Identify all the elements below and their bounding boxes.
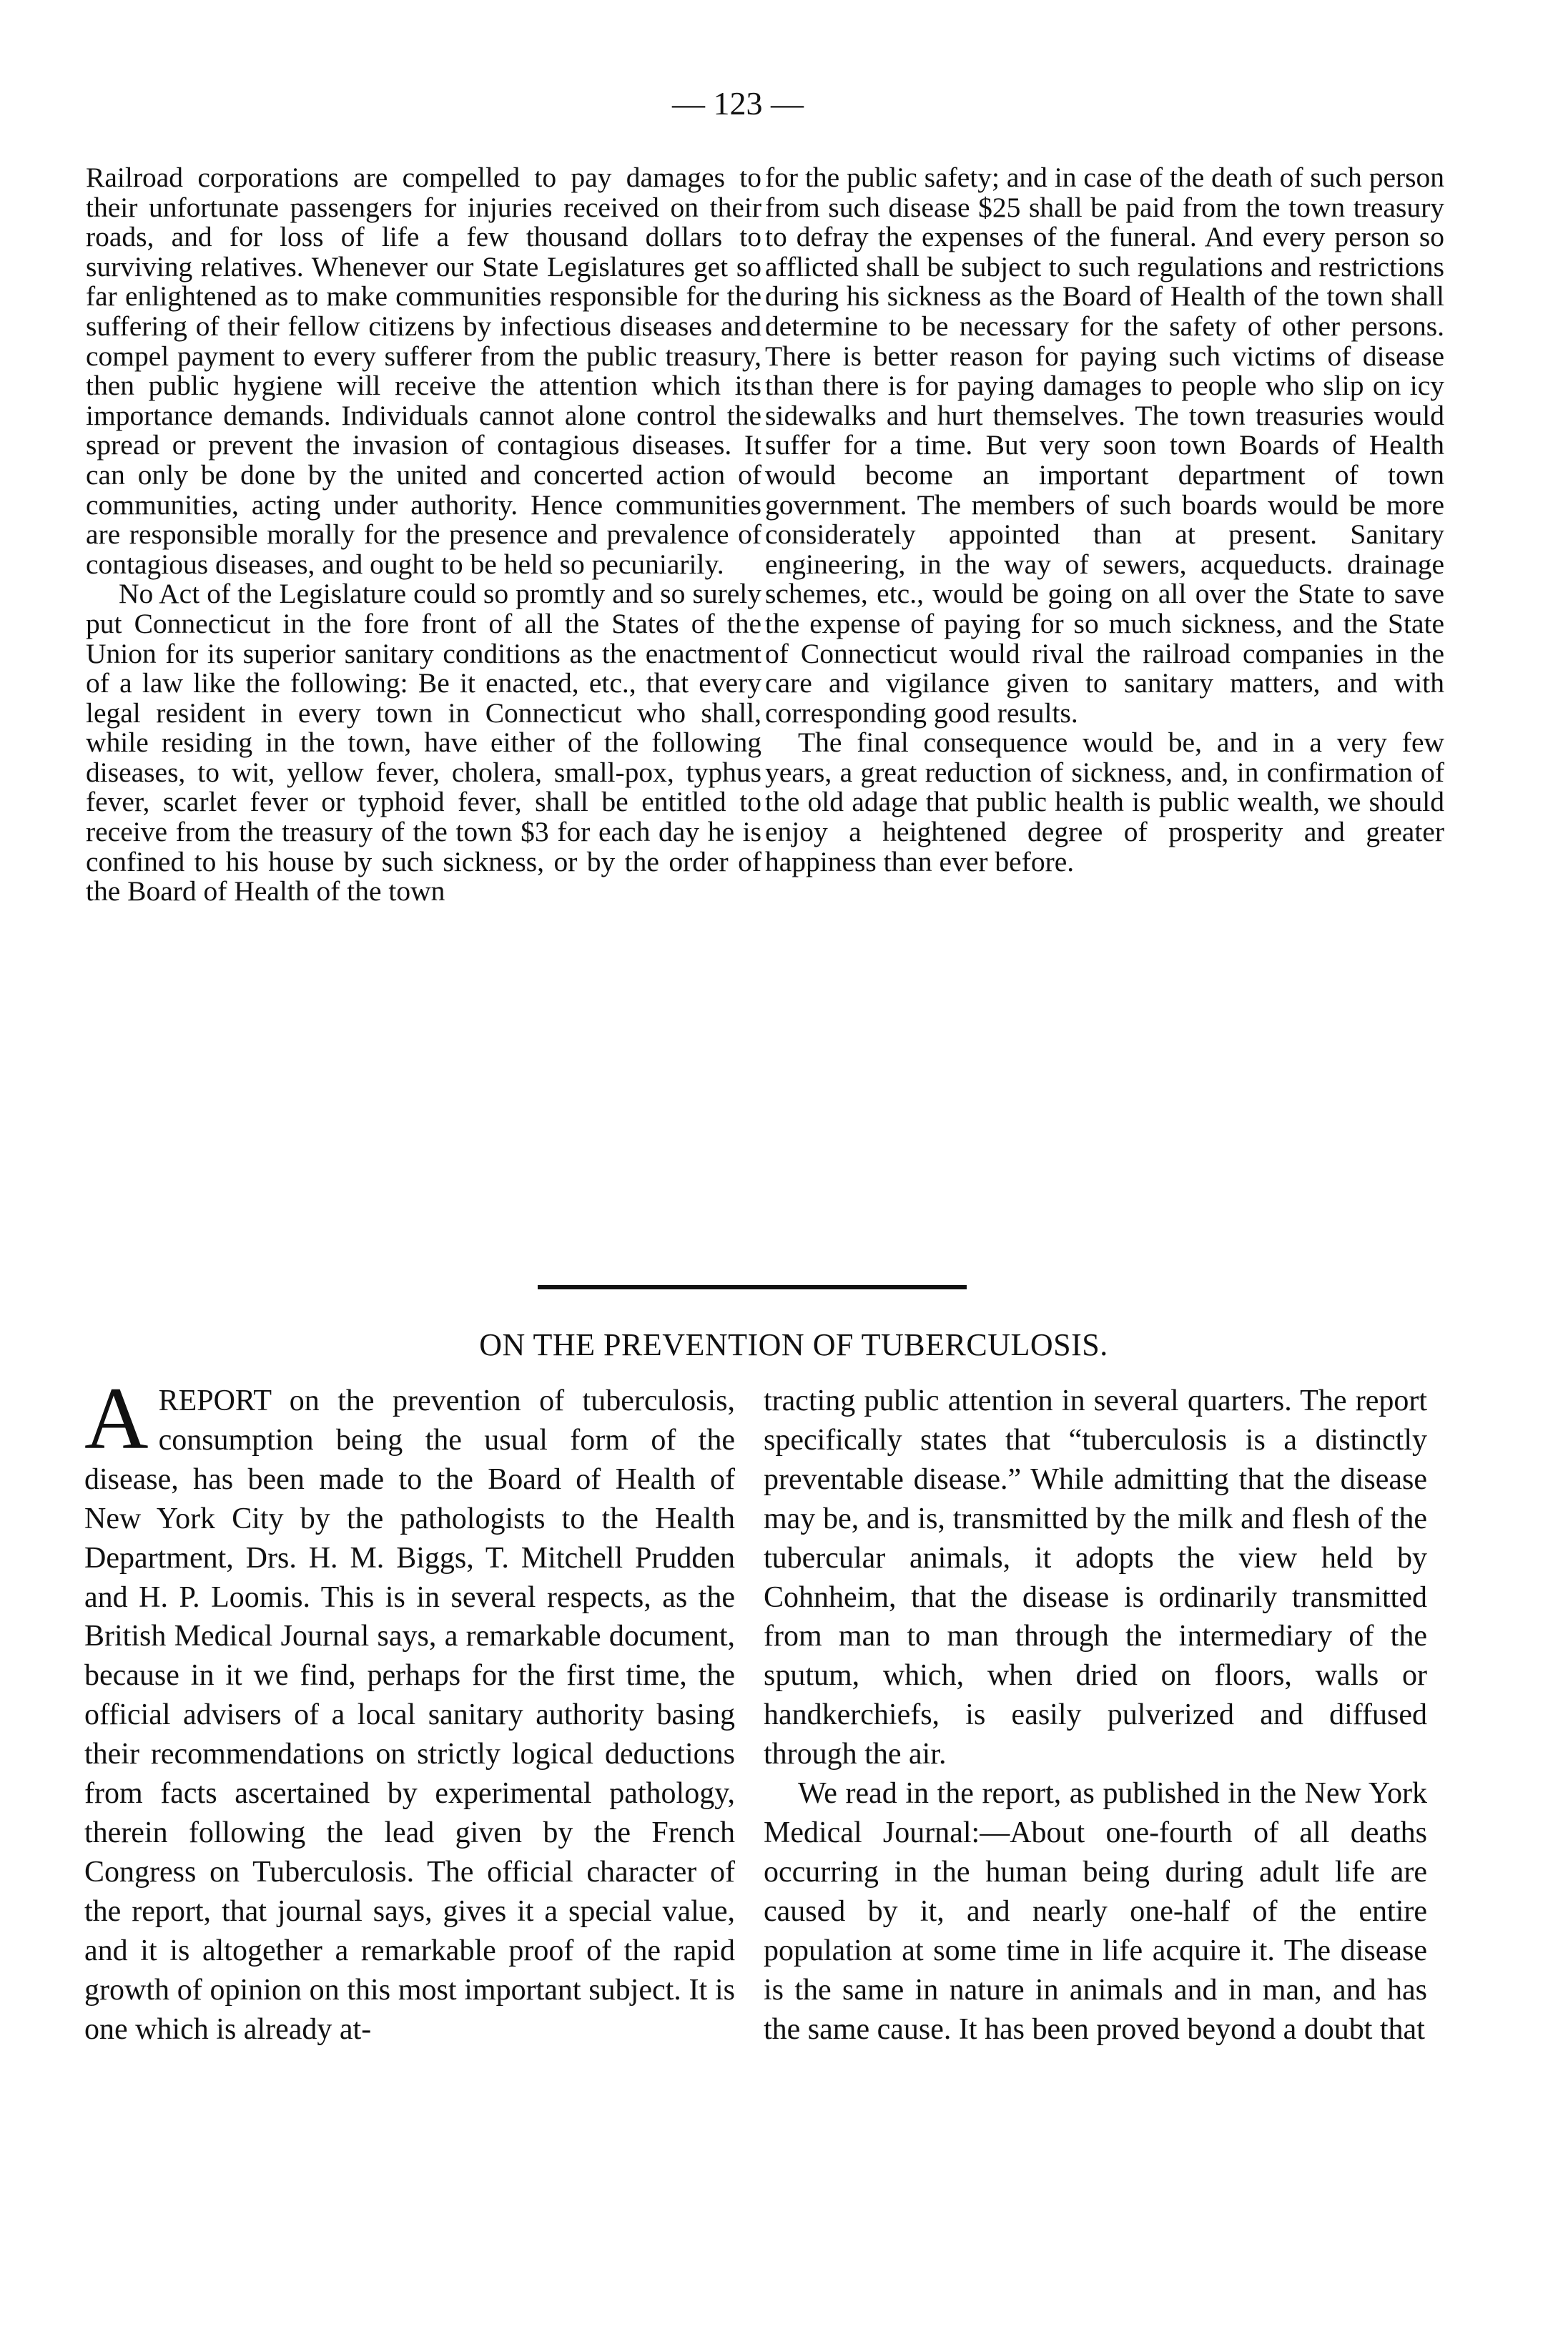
bottom-right-column [764, 1382, 1427, 2049]
drop-cap: A [84, 1369, 149, 1467]
paragraph: for the public safety; and in case of the death of such person from such disease $25 shall be paid from the town treasury to defray the expenses of the funeral. And every person so afflicted shall be subject to such regulations and restrictions during his sickness as the Board of Health of the town shall determine to be necessary for the safety of other persons. There is better reason for paying such victims of disease than there is for paying damages to people who slip on icy sidewalks and hurt themselves. The town treasuries would suffer for a time. But very soon town Boards of Health would become an important department of town government. The members of such boards would be more considerately appointed than at present. Sanitary engineering, in the way of sewers, acqueducts. drainage schemes, etc., would be going on all over the State to save the expense of paying for so much sickness, and the State of Connecticut would rival the railroad companies in the care and vigilance given to sanitary matters, and with corresponding good results. [765, 162, 1444, 729]
page-number: — 123 — [672, 85, 804, 122]
paragraph: REPORT on the prevention of tuberculosis, consumption being the usual form of the disease, has been made to the Board of Health of New York City by the pathologists to the Health Department, Drs. H. M. Biggs, T. Mitchell Prudden and H. P. Loomis. This is in several respects, as the British Medical Journal says, a remarkable document, because in it we find, perhaps for the first time, the official advisers of a local sanitary authority basing their recommendations on strictly logical deductions from facts ascertained by experimental pathology, therein following the lead given by the French Congress on Tuberculosis. The official character of the report, that journal says, gives it a special value, and it is altogether a remarkable proof of the rapid growth of opinion on this most important subject. It is one which is already at- [84, 1384, 735, 2046]
paragraph: We read in the report, as published in the New York Medical Journal:—About one-fourth of all deaths occurring in the human being during adult life are caused by it, and nearly one-half of the entire population at some time in life acquire it. The disease is the same in nature in animals and in man, and has the same cause. It has been proved beyond a doubt that [764, 1777, 1427, 2046]
top-right-column [765, 163, 1444, 877]
bottom-left-column [84, 1369, 735, 2049]
paragraph: Railroad corporations are compelled to pay damages to their unfortunate passengers for injuries received on their roads, and for loss of life a few thousand dollars to surviving relatives. Whenever our State Legislatures get so far enlightened as to make communities responsible for the suffering of their fellow citizens by infectious diseases and compel payment to every sufferer from the public treasury, then public hygiene will receive the attention which its importance demands. Individuals cannot alone control the spread or prevent the invasion of contagious diseases. It can only be done by the united and concerted action of communities, acting under authority. Hence communities are responsible morally for the presence and prevalence of contagious diseases, and ought to be held so pecuniarily. [86, 162, 761, 580]
paragraph: No Act of the Legislature could so promtly and so surely put Connecticut in the fore front of all the States of the Union for its superior sanitary conditions as the enactment of a law like the following: Be it enacted, etc., that every legal resident in every town in Connecticut who shall, while residing in the town, have either of the following diseases, to wit, yellow fever, cholera, small-pox, typhus fever, scarlet fever or typhoid fever, shall be entitled to receive from the treasury of the town $3 for each day he is confined to his house by such sickness, or by the order of the Board of Health of the town [86, 578, 761, 907]
paragraph: The final consequence would be, and in a very few years, a great reduction of sickness, and, in confirmation of the old adage that public health is public wealth, we should enjoy a heightened degree of prosperity and greater happiness than ever before. [765, 727, 1444, 877]
article-heading: ON THE PREVENTION OF TUBERCULOSIS. [479, 1327, 1108, 1362]
section-divider [538, 1285, 967, 1289]
top-left-column [86, 163, 761, 907]
paragraph: tracting public attention in several quarters. The report specifically states that “tuberculosis is a distinctly preventable disease.” While admitting that the disease may be, and is, transmitted by the milk and flesh of the tubercular animals, it adopts the view held by Cohnheim, that the disease is ordinarily transmitted from man to man through the intermediary of the sputum, which, when dried on floors, walls or handkerchiefs, is easily pulverized and diffused through the air. [764, 1384, 1427, 1771]
